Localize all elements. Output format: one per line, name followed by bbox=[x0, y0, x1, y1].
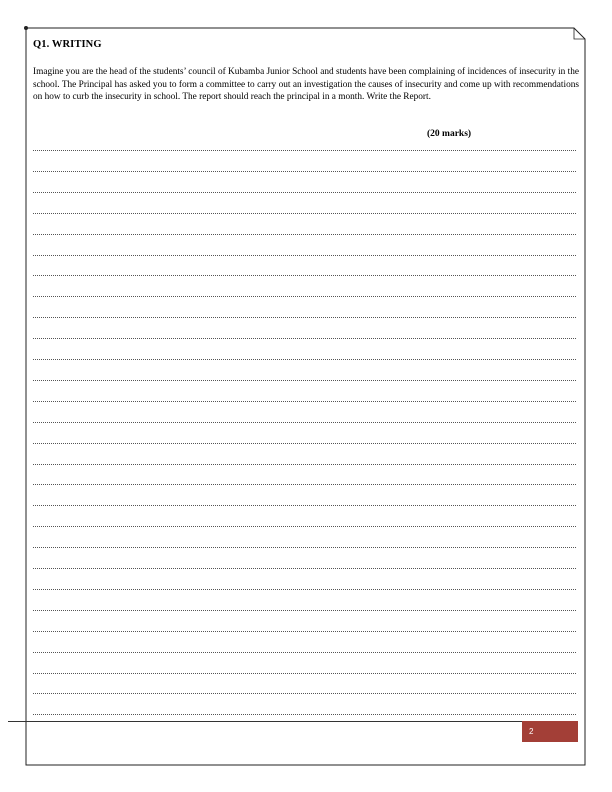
marks-label: (20 marks) bbox=[427, 129, 472, 139]
answer-lines[interactable] bbox=[33, 150, 576, 716]
answer-line[interactable] bbox=[33, 589, 576, 590]
answer-line[interactable] bbox=[33, 568, 576, 569]
answer-line[interactable] bbox=[33, 631, 576, 632]
answer-line[interactable] bbox=[33, 234, 576, 235]
answer-line[interactable] bbox=[33, 526, 576, 527]
footer-rule bbox=[8, 721, 523, 722]
answer-line[interactable] bbox=[33, 714, 576, 715]
question-prompt: Imagine you are the head of the students’ council of Kubamba Junior School and students have been complaining of incidences of insecurity in the school. The Principal has asked you to form a committee to carry out an investigation the causes of insecurity and come up with recommendations on how to curb the insecurity in school. The report should reach the principal in a month. Write the Report. bbox=[33, 67, 579, 103]
question-heading: Q1. WRITING bbox=[33, 39, 102, 50]
answer-line[interactable] bbox=[33, 673, 576, 674]
answer-line[interactable] bbox=[33, 380, 576, 381]
answer-line[interactable] bbox=[33, 610, 576, 611]
answer-line[interactable] bbox=[33, 317, 576, 318]
answer-line[interactable] bbox=[33, 213, 576, 214]
answer-line[interactable] bbox=[33, 652, 576, 653]
answer-line[interactable] bbox=[33, 464, 576, 465]
answer-line[interactable] bbox=[33, 255, 576, 256]
answer-line[interactable] bbox=[33, 505, 576, 506]
answer-line[interactable] bbox=[33, 338, 576, 339]
answer-line[interactable] bbox=[33, 192, 576, 193]
answer-line[interactable] bbox=[33, 359, 576, 360]
answer-line[interactable] bbox=[33, 484, 576, 485]
answer-line[interactable] bbox=[33, 275, 576, 276]
page-number: 2 bbox=[522, 721, 578, 742]
answer-line[interactable] bbox=[33, 171, 576, 172]
answer-line[interactable] bbox=[33, 422, 576, 423]
answer-line[interactable] bbox=[33, 401, 576, 402]
answer-line[interactable] bbox=[33, 443, 576, 444]
answer-line[interactable] bbox=[33, 296, 576, 297]
answer-line[interactable] bbox=[33, 547, 576, 548]
answer-line[interactable] bbox=[33, 150, 576, 151]
answer-line[interactable] bbox=[33, 693, 576, 694]
